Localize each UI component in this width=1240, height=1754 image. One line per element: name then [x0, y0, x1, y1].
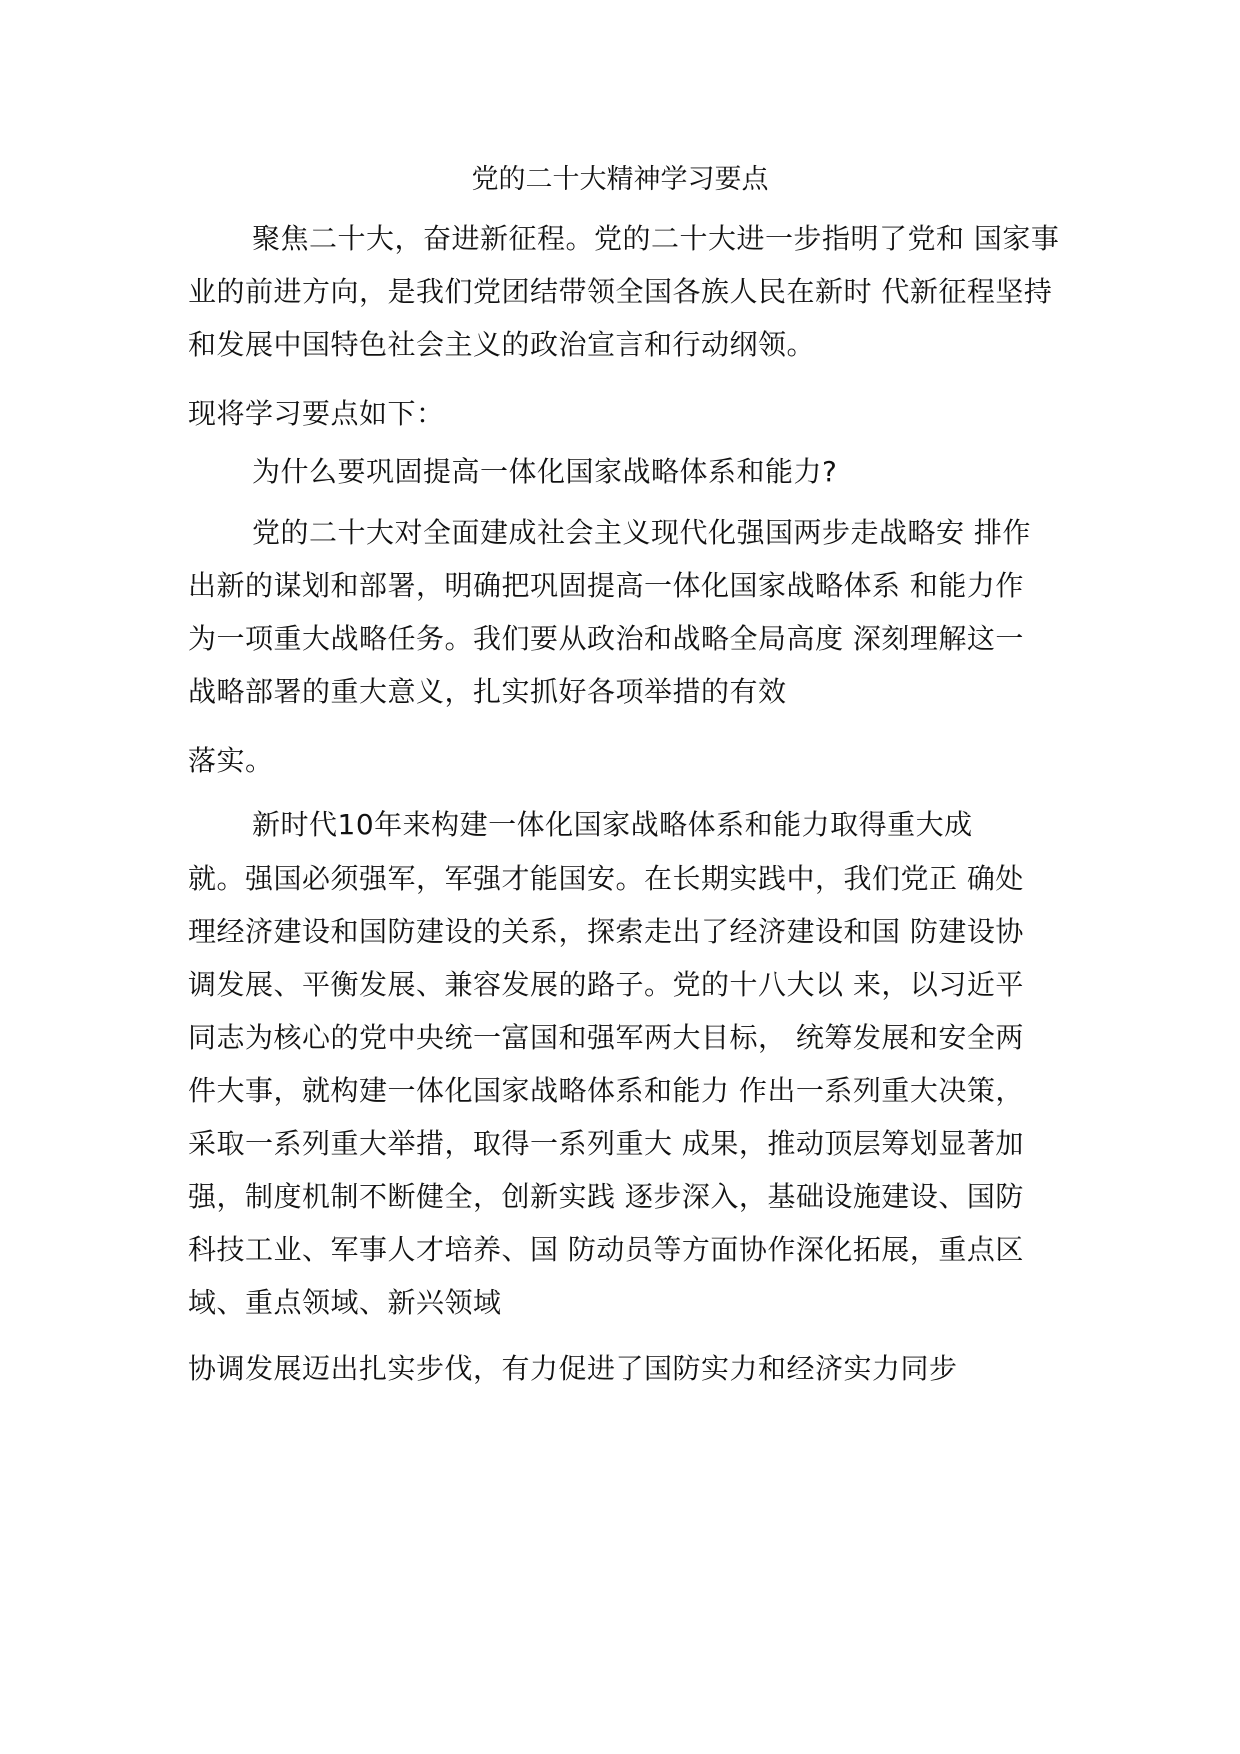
document-title: 党的二十大精神学习要点 — [471, 164, 769, 195]
paragraph-line: 业的前进方向，是我们党团结带领全国各族人民在新时 代新征程坚持 — [188, 275, 1053, 308]
paragraph-line: 出新的谋划和部署，明确把巩固提高一体化国家战略体系 和能力作 — [188, 569, 1024, 602]
paragraph-line: 理经济建设和国防建设的关系，探索走出了经济建设和国 防建设协 — [188, 915, 1024, 948]
section-heading: 为什么要巩固提高一体化国家战略体系和能力? — [252, 455, 838, 488]
paragraph-line: 协调发展迈出扎实步伐，有力促进了国防实力和经济实力同步 — [188, 1352, 958, 1385]
paragraph-line: 战略部署的重大意义，扎实抓好各项举措的有效 — [188, 675, 787, 708]
paragraph-line: 就。强国必须强军，军强才能国安。在长期实践中，我们党正 确处 — [188, 862, 1024, 895]
paragraph-line: 同志为核心的党中央统一富国和强军两大目标， 统筹发展和安全两 — [188, 1021, 1024, 1054]
paragraph-line: 和发展中国特色社会主义的政治宣言和行动纲领。 — [188, 328, 816, 361]
paragraph-line: 新时代10年来构建一体化国家战略体系和能力取得重大成 — [252, 808, 973, 841]
paragraph-line: 科技工业、军事人才培养、国 防动员等方面协作深化拓展，重点区 — [188, 1233, 1024, 1266]
paragraph-line: 为一项重大战略任务。我们要从政治和战略全局高度 深刻理解这一 — [188, 622, 1024, 655]
paragraph-line: 聚焦二十大，奋进新征程。党的二十大进一步指明了党和 国家事 — [252, 222, 1060, 255]
paragraph-line: 采取一系列重大举措，取得一系列重大 成果，推动顶层筹划显著加 — [188, 1127, 1024, 1160]
paragraph-line: 强，制度机制不断健全，创新实践 逐步深入，基础设施建设、国防 — [188, 1180, 1024, 1213]
paragraph-line: 落实。 — [188, 744, 274, 777]
paragraph-line: 域、重点领域、新兴领域 — [188, 1286, 502, 1319]
paragraph-line: 现将学习要点如下： — [188, 397, 445, 430]
paragraph-line: 调发展、平衡发展、兼容发展的路子。党的十八大以 来，以习近平 — [188, 968, 1024, 1001]
paragraph-line: 党的二十大对全面建成社会主义现代化强国两步走战略安 排作 — [252, 516, 1031, 549]
paragraph-line: 件大事，就构建一体化国家战略体系和能力 作出一系列重大决策， — [188, 1074, 1024, 1107]
